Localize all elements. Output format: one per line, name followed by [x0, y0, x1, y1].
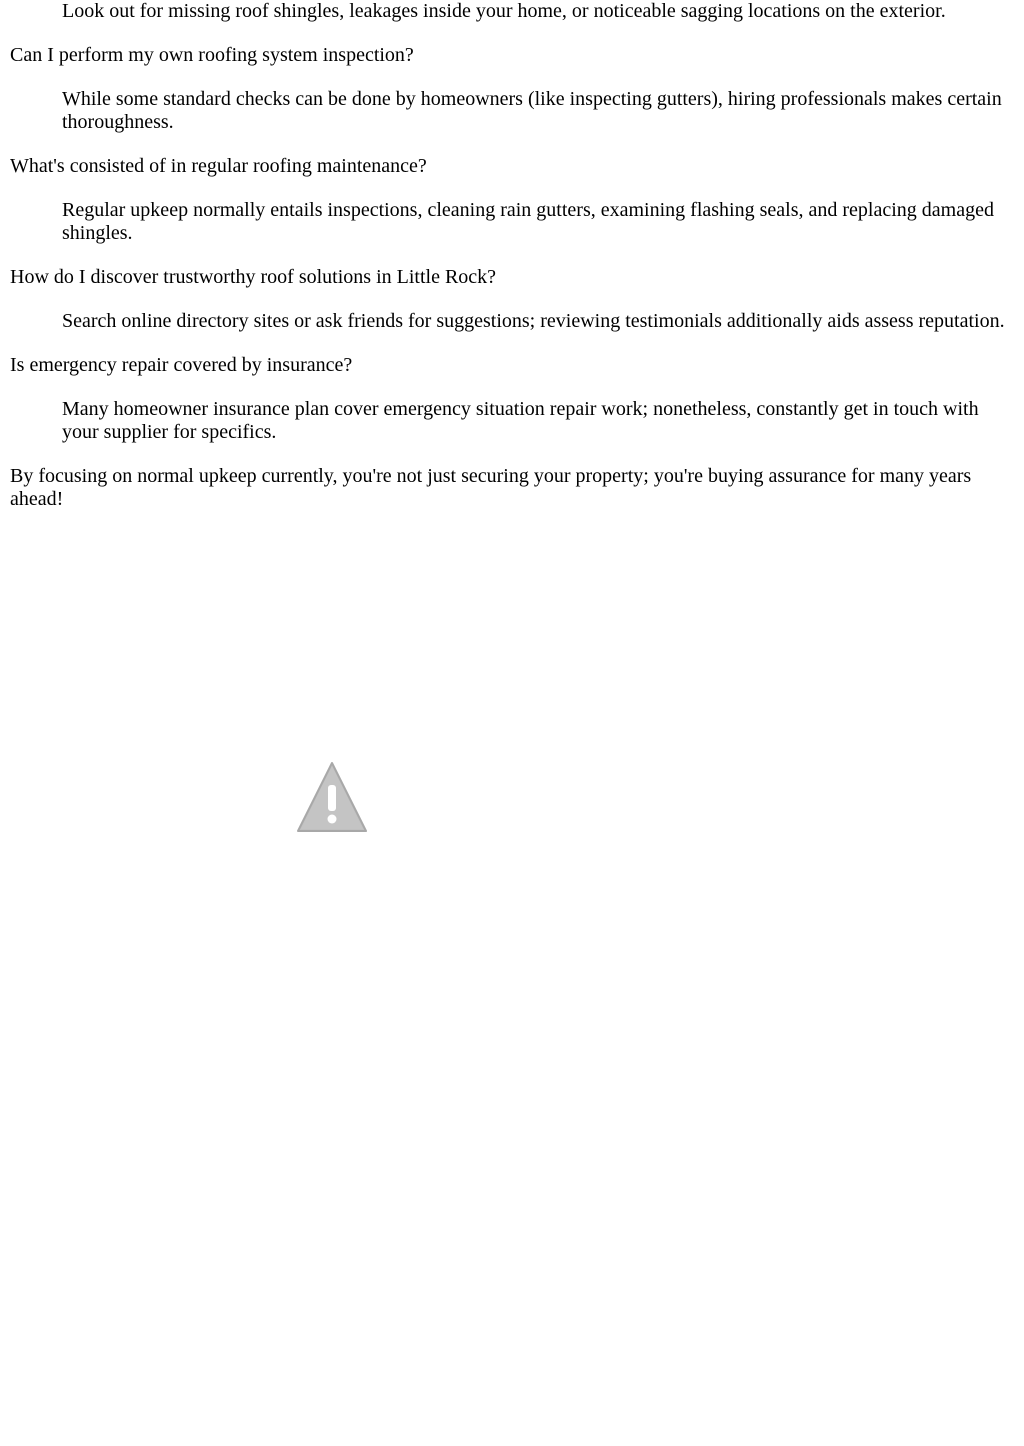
- faq-answer: While some standard checks can be done by homeowners (like inspecting gutters), hiring professionals makes certain thoroughness.: [62, 88, 1002, 133]
- page-content: [10, 0, 1014, 511]
- faq-question: How do I discover trustworthy roof solutions in Little Rock?: [10, 266, 497, 288]
- broken-image-warning-icon: [296, 761, 368, 833]
- faq-question: What's consisted of in regular roofing maintenance?: [10, 155, 427, 177]
- faq-answer: Regular upkeep normally entails inspections, cleaning rain gutters, examining flashing seals, and replacing damaged shingles.: [62, 199, 994, 244]
- faq-list: [10, 0, 1014, 444]
- faq-answer: Many homeowner insurance plan cover emergency situation repair work; nonetheless, constantly get in touch with your supplier for specifics.: [62, 398, 979, 443]
- closing-paragraph: By focusing on normal upkeep currently, you're not just securing your property; you're buying assurance for many years ahead!: [10, 465, 972, 510]
- faq-question: Is emergency repair covered by insurance?: [10, 354, 353, 376]
- faq-answer: Search online directory sites or ask friends for suggestions; reviewing testimonials additionally aids assess reputation.: [62, 310, 1005, 332]
- faq-question: Can I perform my own roofing system inspection?: [10, 44, 414, 66]
- faq-answer: Look out for missing roof shingles, leakages inside your home, or noticeable sagging locations on the exterior.: [62, 0, 946, 22]
